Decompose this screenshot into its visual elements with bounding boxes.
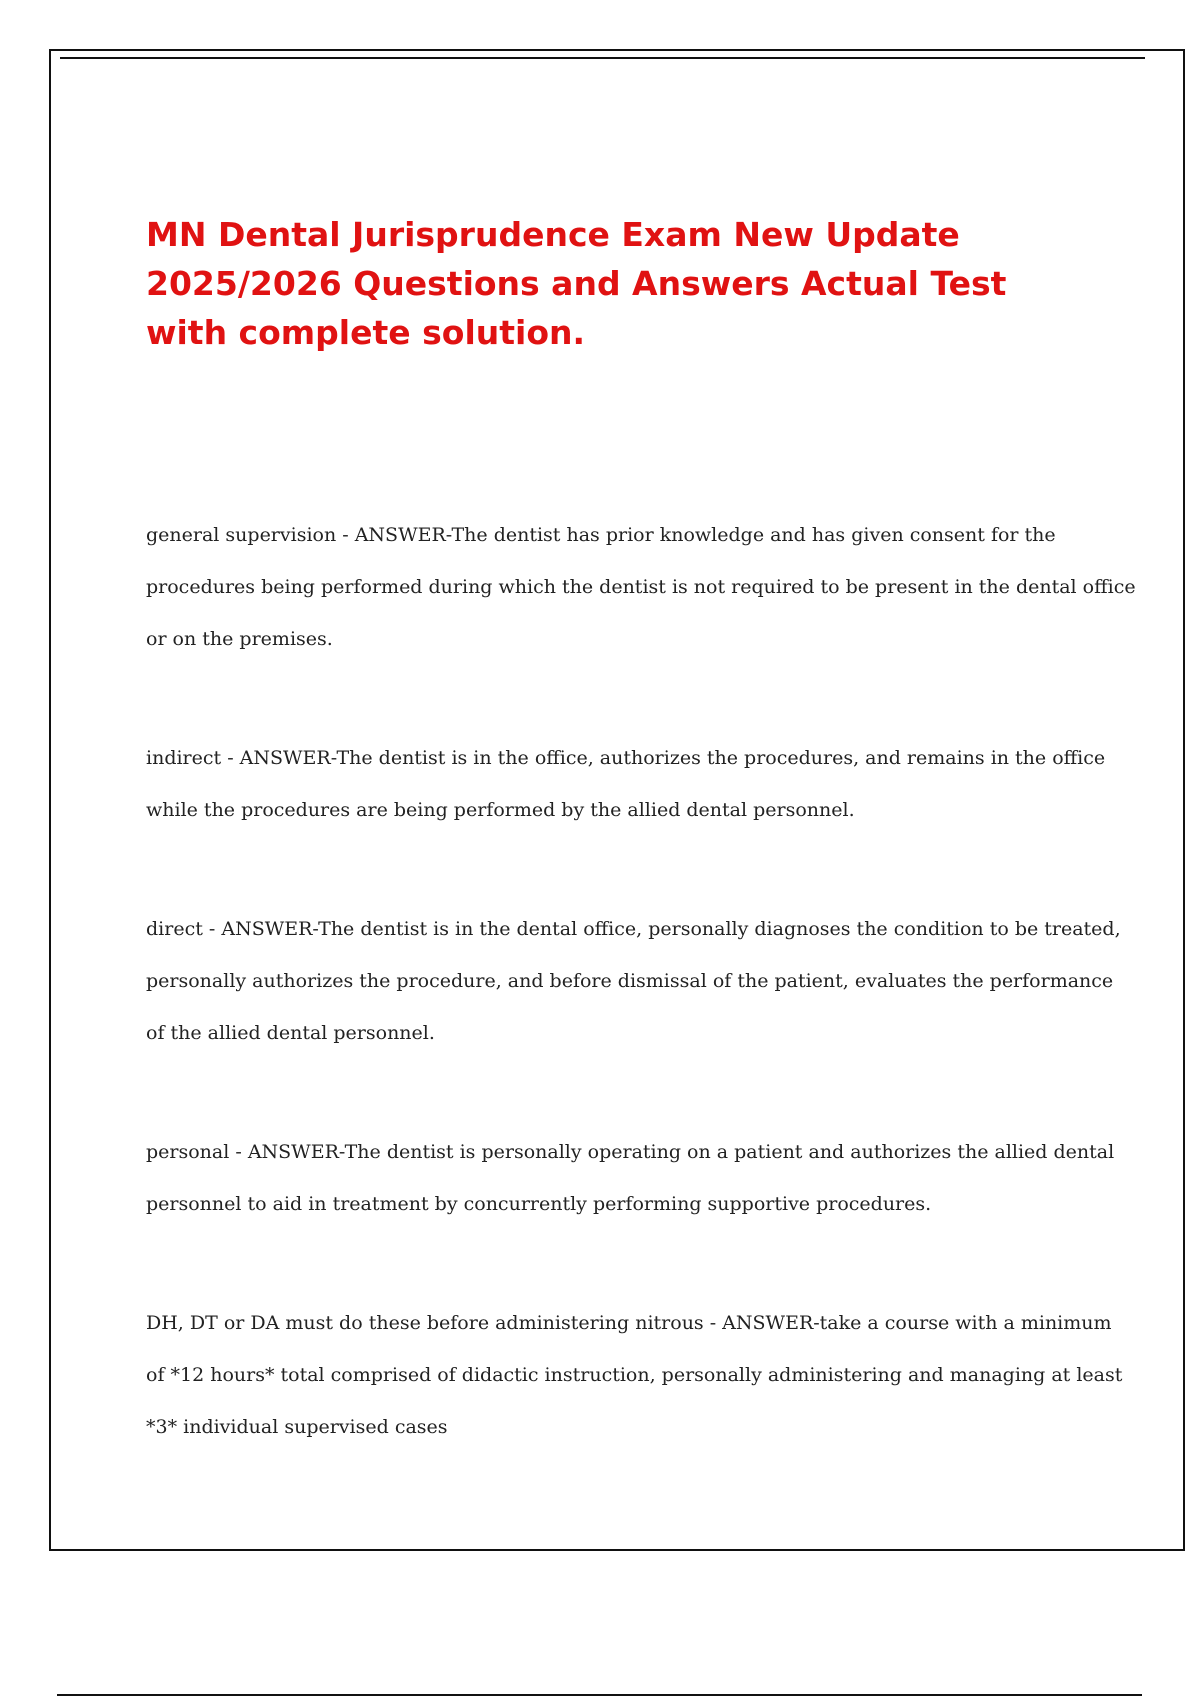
qa-entry-general-supervision: general supervision - ANSWER-The dentist has prior knowledge and has given consent for the procedures being performed during which the dentist is not required to be present in the dental office or on the premises.: [146, 524, 1136, 650]
page-frame: [49, 49, 1185, 1551]
top-rule: [60, 57, 1145, 59]
next-page-top-rule: [57, 1694, 1142, 1696]
qa-entry-direct: direct - ANSWER-The dentist is in the dental office, personally diagnoses the condition to be treated, personally authorizes the procedure, and before dismissal of the patient, evaluates the performance of the allied dental personnel.: [146, 918, 1121, 1044]
document-title: MN Dental Jurisprudence Exam New Update 2025/2026 Questions and Answers Actual Test with complete solution.: [146, 215, 1007, 352]
qa-entry-personal: personal - ANSWER-The dentist is personally operating on a patient and authorizes the allied dental personnel to aid in treatment by concurrently performing supportive procedures.: [146, 1141, 1115, 1215]
qa-entry-nitrous-requirements: DH, DT or DA must do these before administering nitrous - ANSWER-take a course with a minimum of *12 hours* total comprised of didactic instruction, personally administering and managing at least *3* individual supervised cases: [146, 1312, 1123, 1438]
qa-entry-indirect: indirect - ANSWER-The dentist is in the office, authorizes the procedures, and remains in the office while the procedures are being performed by the allied dental personnel.: [146, 747, 1106, 821]
qa-list: [146, 509, 1136, 1520]
